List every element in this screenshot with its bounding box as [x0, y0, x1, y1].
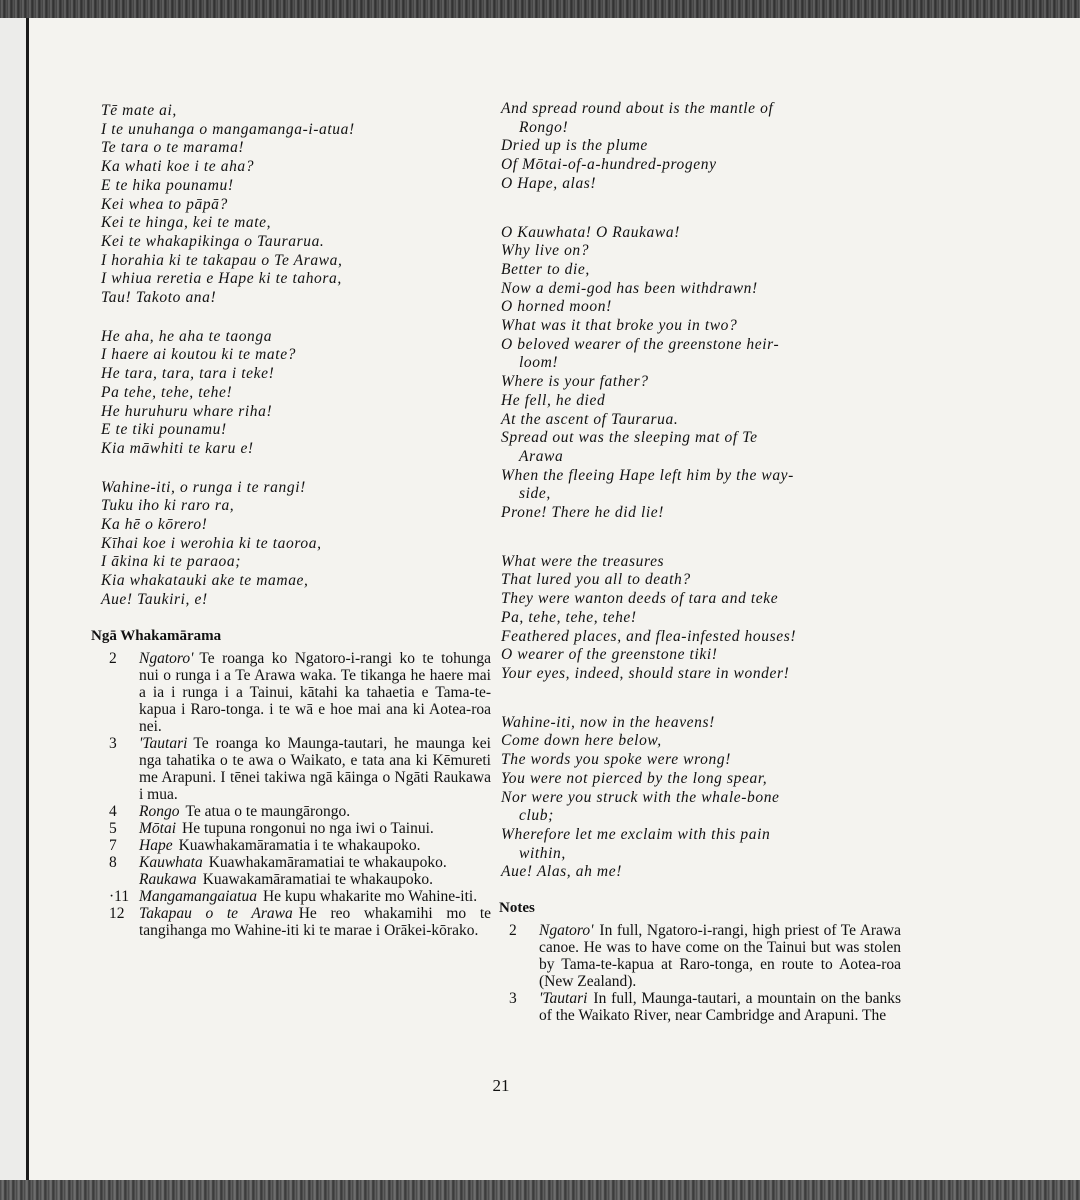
note-item — [101, 905, 491, 939]
english-stanza-3 — [501, 553, 901, 684]
note-body — [139, 650, 491, 735]
poem-line: Aue! Alas, ah me! — [501, 863, 622, 881]
note-number: 2 — [109, 649, 117, 667]
poem-line: I whiua reretia e Hape ki te tahora, — [101, 270, 342, 288]
poem-line: Tau! Takoto ana! — [101, 289, 217, 307]
note-body — [539, 990, 901, 1024]
poem-line: Ka hē o kōrero! — [101, 516, 208, 534]
note-text: Kuawhakamāramatiai te whakaupoko. — [208, 853, 447, 871]
maori-stanza-2 — [101, 328, 491, 459]
poem-line: Dried up is the plume — [501, 137, 648, 155]
note-item — [501, 922, 901, 990]
poem-line: At the ascent of Taurarua. — [501, 410, 679, 428]
poem-line: Wahine-iti, now in the heavens! — [501, 713, 715, 731]
note-term: Mangamangaiatua — [139, 887, 257, 905]
english-stanza-4 — [501, 714, 901, 882]
poem-line: Kia māwhiti te karu e! — [101, 439, 254, 457]
poem-line: E te hika pounamu! — [101, 176, 234, 194]
notes-heading-english: Notes — [499, 900, 535, 917]
note-item — [101, 837, 491, 854]
facing-page-margin — [0, 18, 28, 1180]
poem-line: Now a demi-god has been withdrawn! — [501, 279, 758, 297]
book-page — [29, 18, 1080, 1180]
note-body — [139, 820, 491, 837]
note-term: 'Tautari — [139, 734, 188, 752]
poem-line: He huruhuru whare riha! — [101, 402, 273, 420]
note-text: Te roanga ko Maunga-tautari, he maunga kei nga tahatika o te awa o Waikato, e tata ana ki Kēmureti me Arapuni. I tēnei takiwa ngā kāinga o Ngāti Raukawa i mua. — [139, 734, 491, 803]
poem-line: I te unuhanga o mangamanga-i-atua! — [101, 120, 355, 138]
note-number: 12 — [109, 904, 125, 922]
note-text: In full, Maunga-tautari, a mountain on the banks of the Waikato River, near Cambridge and Arapuni. The — [539, 990, 901, 1025]
poem-line: He aha, he aha te taonga — [101, 327, 273, 345]
poem-line: Tē mate ai, — [101, 102, 177, 119]
note-body — [139, 871, 491, 888]
note-text: He tupuna rongonui no nga iwi o Tainui. — [182, 819, 434, 837]
note-number: 3 — [509, 990, 517, 1008]
note-item — [101, 854, 491, 871]
poem-line: Ka whati koe i te aha? — [101, 158, 255, 176]
poem-line: I ākina ki te paraoa; — [101, 553, 242, 571]
maori-stanza-3 — [101, 479, 491, 610]
poem-line: Rongo! — [519, 118, 569, 136]
poem-line: I haere ai koutou ki te mate? — [101, 346, 297, 364]
note-term: Rongo — [139, 802, 180, 820]
english-stanza-1 — [501, 100, 901, 194]
note-item — [501, 990, 901, 1024]
maori-stanza-1 — [101, 102, 491, 308]
note-item — [101, 735, 491, 803]
note-term: Mōtai — [139, 819, 177, 837]
poem-line: He tara, tara, tara i teke! — [101, 365, 275, 383]
note-item — [101, 803, 491, 820]
note-number: ·11 — [109, 887, 130, 905]
poem-line: What was it that broke you in two? — [501, 317, 738, 335]
note-term: Raukawa — [139, 870, 197, 888]
poem-line: Your eyes, indeed, should stare in wonder! — [501, 664, 790, 682]
poem-line: O horned moon! — [501, 298, 612, 316]
note-number: 2 — [509, 922, 517, 940]
note-number: 4 — [109, 802, 117, 820]
poem-line: O wearer of the greenstone tiki! — [501, 646, 718, 664]
poem-line: The words you spoke were wrong! — [501, 751, 731, 769]
poem-line: Kei whea to pāpā? — [101, 195, 228, 213]
poem-line: Come down here below, — [501, 732, 662, 750]
english-column — [501, 100, 901, 1024]
note-text: Te atua o te maungārongo. — [185, 802, 351, 820]
poem-line: Of Mōtai-of-a-hundred-progeny — [501, 156, 717, 174]
english-stanza-2 — [501, 224, 901, 523]
note-number — [101, 871, 139, 888]
note-text: In full, Ngatoro-i-rangi, high priest of Te Arawa canoe. He was to have come on the Tainui but was stolen by Tama-te-kapua at Raro-tonga, en route to Aotea-roa (New Zealand). — [539, 922, 901, 991]
note-number: 5 — [109, 819, 117, 837]
note-text: He reo whakamihi mo te tangihanga mo Wahine-iti ki te marae i Orākei-kōrako. — [139, 904, 491, 939]
poem-line: loom! — [519, 354, 559, 372]
poem-line: Wahine-iti, o runga i te rangi! — [101, 478, 306, 496]
page-number: 21 — [492, 1076, 510, 1095]
note-text: Kuawakamāramatiai te whakaupoko. — [202, 870, 433, 888]
poem-line: O beloved wearer of the greenstone heir- — [501, 335, 780, 353]
poem-line: Feathered places, and flea-infested houses! — [501, 627, 797, 645]
note-term: 'Tautari — [539, 990, 588, 1008]
note-number: 3 — [109, 734, 117, 752]
poem-line: Pa tehe, tehe, tehe! — [101, 383, 233, 401]
note-term: Ngatoro' — [139, 649, 194, 667]
note-body — [139, 803, 491, 820]
poem-line: club; — [519, 807, 554, 825]
notes-heading-maori: Ngā Whakamārama — [91, 627, 222, 644]
poem-line: I horahia ki te takapau o Te Arawa, — [101, 251, 343, 269]
poem-line: E te tiki pounamu! — [101, 421, 227, 439]
poem-line: Nor were you struck with the whale-bone — [501, 788, 780, 806]
poem-line: Where is your father? — [501, 373, 649, 391]
note-body — [139, 735, 491, 803]
poem-line: And spread round about is the mantle of — [501, 100, 774, 117]
note-term: Hape — [139, 836, 173, 854]
poem-line: Kia whakatauki ake te mamae, — [101, 572, 309, 590]
poem-line: Wherefore let me exclaim with this pain — [501, 825, 771, 843]
note-number: 8 — [109, 853, 117, 871]
maori-column — [91, 102, 491, 939]
poem-line: What were the treasures — [501, 552, 665, 570]
note-body — [539, 922, 901, 990]
poem-line: That lured you all to death? — [501, 571, 691, 589]
note-item — [101, 820, 491, 837]
note-body — [139, 837, 491, 854]
poem-line: Kei te whakapikinga o Taurarua. — [101, 232, 325, 250]
note-number: 7 — [109, 836, 117, 854]
poem-line: within, — [519, 844, 566, 862]
note-body — [139, 854, 491, 871]
poem-line: He fell, he died — [501, 391, 606, 409]
note-text: Kuawhakamāramatia i te whakaupoko. — [178, 836, 421, 854]
poem-line: When the fleeing Hape left him by the way- — [501, 466, 794, 484]
poem-line: Arawa — [519, 447, 564, 465]
poem-line: O Kauwhata! O Raukawa! — [501, 223, 680, 241]
poem-line: O Hape, alas! — [501, 174, 597, 192]
note-body — [139, 905, 491, 939]
poem-line: Why live on? — [501, 242, 590, 260]
poem-line: side, — [519, 485, 551, 503]
scan-edge-top — [0, 0, 1080, 18]
poem-line: They were wanton deeds of tara and teke — [501, 590, 779, 608]
poem-line: Spread out was the sleeping mat of Te — [501, 429, 758, 447]
poem-line: Aue! Taukiri, e! — [101, 590, 208, 608]
note-text: Te roanga ko Ngatoro-i-rangi ko te tohunga nui o runga i a Te Arawa waka. Te tikanga he haere mai a ia i runga i a Tainui, kātahi ka tahaetia e Tama-te-kapua i Raro-tonga. i te wā e hoe mai ana ki Aotea-roa nei. — [139, 649, 491, 735]
note-text: He kupu whakarite mo Wahine-iti. — [262, 887, 478, 905]
poem-line: Kīhai koe i werohia ki te taoroa, — [101, 534, 322, 552]
poem-line: Better to die, — [501, 260, 590, 278]
poem-line: Prone! There he did lie! — [501, 504, 665, 522]
note-item — [101, 888, 491, 905]
note-body — [139, 888, 491, 905]
poem-line: Pa, tehe, tehe, tehe! — [501, 608, 637, 626]
note-term: Ngatoro' — [539, 922, 594, 940]
poem-line: Tuku iho ki raro ra, — [101, 497, 235, 515]
note-item — [101, 871, 491, 888]
poem-line: Kei te hinga, kei te mate, — [101, 214, 272, 232]
scan-edge-bottom — [0, 1180, 1080, 1200]
poem-line: Te tara o te marama! — [101, 139, 245, 157]
note-term: Kauwhata — [139, 853, 203, 871]
poem-line: You were not pierced by the long spear, — [501, 769, 768, 787]
note-item — [101, 650, 491, 735]
note-term: Takapau o te Arawa — [139, 904, 293, 922]
